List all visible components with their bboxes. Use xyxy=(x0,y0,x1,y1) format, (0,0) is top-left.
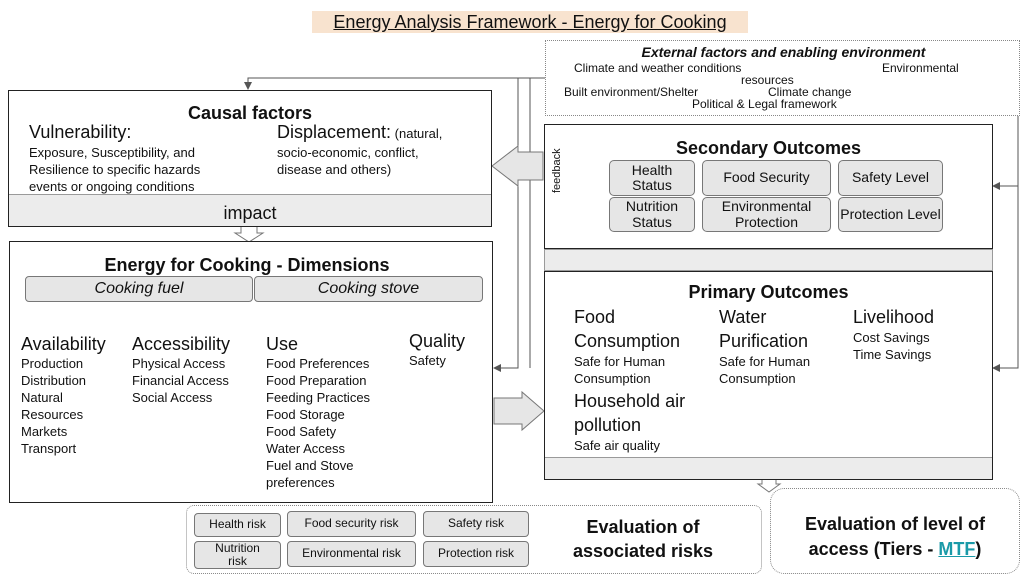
health-status-item: Health Status xyxy=(609,160,695,196)
dimensions-box xyxy=(9,241,493,503)
external-political: Political & Legal framework xyxy=(692,97,837,111)
external-to-causal-arrow xyxy=(248,78,545,89)
food-security-item: Food Security xyxy=(702,160,831,196)
protection-level-item: Protection Level xyxy=(838,197,943,232)
water-purification-title: Water Purification xyxy=(719,307,809,351)
displacement-text: socio-economic, conflict, disease and others) xyxy=(277,145,419,177)
environmental-protection-item: Environmental Protection xyxy=(702,197,831,232)
feedback-arrow xyxy=(492,146,543,186)
associated-risks-box xyxy=(186,505,762,574)
page-title: Energy Analysis Framework - Energy for Cooking xyxy=(312,11,748,33)
availability-list: Production Distribution Natural Resources Markets Transport xyxy=(21,356,87,456)
environmental-risk-item: Environmental risk xyxy=(287,541,416,567)
external-environmental: Environmental xyxy=(882,61,959,75)
quality-title: Quality xyxy=(409,331,466,351)
external-factors-box xyxy=(545,40,1020,116)
external-climate-change: Climate change xyxy=(768,85,852,99)
feedback-label: feedback xyxy=(551,148,563,193)
outcomes-band xyxy=(544,249,993,271)
external-resources: resources xyxy=(741,73,794,87)
health-risk-item: Health risk xyxy=(194,513,281,537)
food-consumption-title: Food Consumption xyxy=(574,307,681,351)
primary-heading: Primary Outcomes xyxy=(688,282,849,302)
impact-bar xyxy=(9,194,491,226)
cooking-fuel-tab: Cooking fuel xyxy=(25,276,253,302)
use-list: Food Preferences Food Preparation Feeding Practices Food Storage Food Safety Water Access Fuel and Stove preferences xyxy=(266,356,371,490)
food-security-risk-item: Food security risk xyxy=(287,511,416,537)
external-built-env: Built environment/Shelter xyxy=(564,85,699,99)
mtf-link[interactable]: MTF xyxy=(938,539,976,559)
causal-heading: Causal factors xyxy=(187,103,313,123)
nutrition-risk-item: Nutrition risk xyxy=(194,541,281,569)
safety-level-item: Safety Level xyxy=(838,160,943,196)
secondary-outcomes-box xyxy=(544,124,993,249)
food-consumption-text: Safe for Human Consumption xyxy=(574,354,666,386)
household-air-text: Safe air quality xyxy=(574,438,660,453)
quality-list: Safety xyxy=(409,353,446,368)
household-air-title: Household air pollution xyxy=(574,391,686,435)
dimensions-to-primary-arrow xyxy=(494,392,544,430)
access-label-line2: access (Tiers - MTF) xyxy=(808,539,982,559)
water-purification-text: Safe for Human Consumption xyxy=(719,354,811,386)
primary-bottom-band xyxy=(545,457,992,479)
level-of-access-box xyxy=(770,488,1020,574)
nutrition-status-item: Nutrition Status xyxy=(609,197,695,232)
protection-risk-item: Protection risk xyxy=(423,541,529,567)
external-to-dimensions-arrow xyxy=(494,78,545,368)
primary-outcomes-box xyxy=(544,271,993,480)
causal-factors-box xyxy=(8,90,492,227)
associated-risks-label: Evaluation of associated risks xyxy=(572,517,714,561)
accessibility-list: Physical Access Financial Access Social Access xyxy=(132,356,229,405)
secondary-heading: Secondary Outcomes xyxy=(675,138,862,158)
displacement-title: Displacement: (natural, xyxy=(277,122,443,142)
vulnerability-text: Exposure, Susceptibility, and Resilience to specific hazards events or ongoing conditions xyxy=(29,145,201,194)
impact-label: impact xyxy=(223,203,277,223)
livelihood-title: Livelihood xyxy=(853,307,935,327)
safety-risk-item: Safety risk xyxy=(423,511,529,537)
livelihood-text: Cost Savings Time Savings xyxy=(853,330,932,362)
external-climate: Climate and weather conditions xyxy=(574,61,742,75)
vulnerability-title: Vulnerability: xyxy=(29,122,132,142)
availability-title: Availability xyxy=(21,334,106,354)
accessibility-title: Accessibility xyxy=(132,334,231,354)
use-title: Use xyxy=(266,334,299,354)
cooking-stove-tab: Cooking stove xyxy=(254,276,483,302)
dimensions-heading: Energy for Cooking - Dimensions xyxy=(104,255,390,275)
access-label-line1: Evaluation of level of xyxy=(804,514,986,534)
external-to-primary-arrow xyxy=(993,186,1018,368)
external-heading: External factors and enabling environment xyxy=(641,44,926,60)
